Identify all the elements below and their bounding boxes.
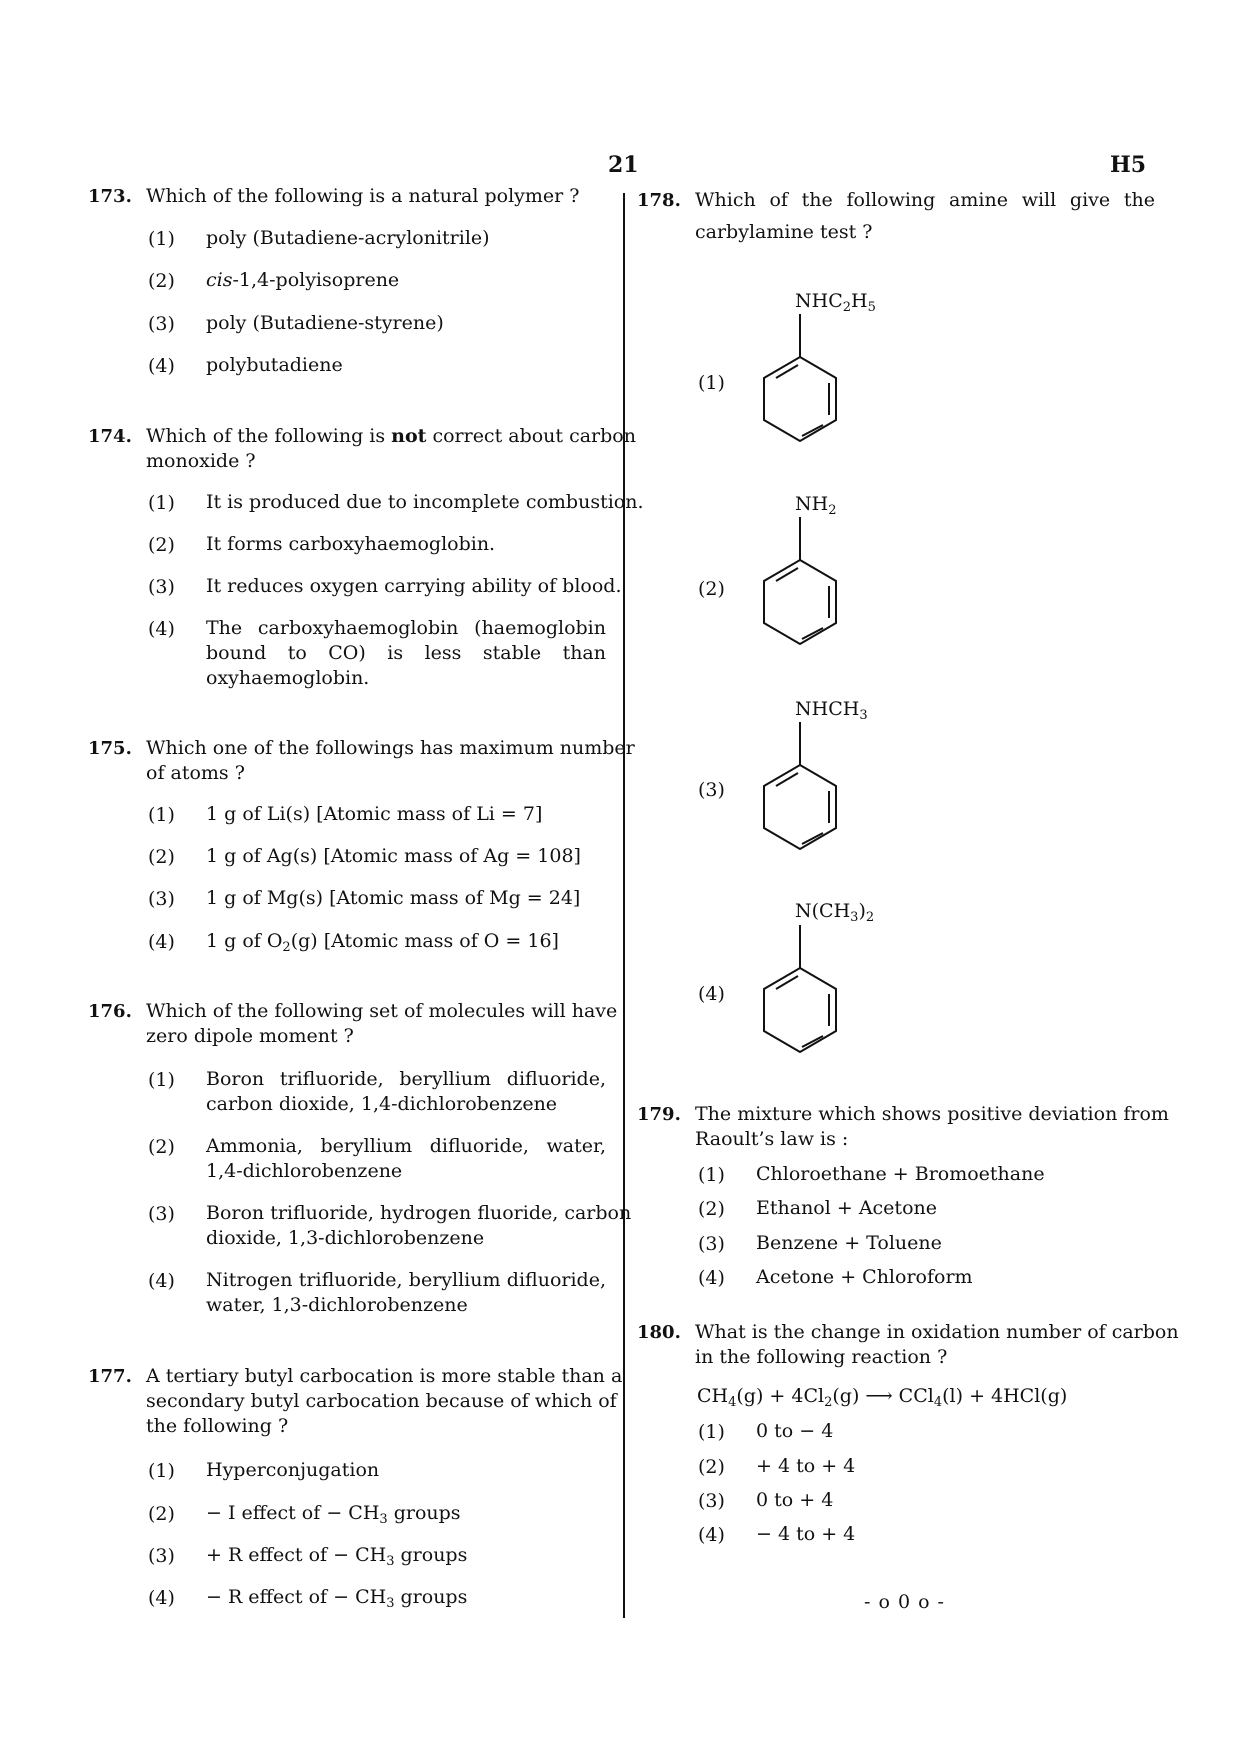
option-text: 1 g of Ag(s) [Atomic mass of Ag = 108] — [206, 845, 581, 867]
question-text: of atoms ? — [146, 762, 245, 784]
substituent-label: $NHC_2H_5$ — [795, 290, 876, 315]
option-number: (3) — [148, 888, 175, 910]
question-number: 178. — [637, 190, 681, 211]
option-text: dioxide, 1,3-dichlorobenzene — [206, 1227, 485, 1249]
option-text: bound to CO) is less stable than — [206, 642, 606, 664]
option-text: Boron trifluoride, beryllium difluoride, — [206, 1068, 606, 1090]
option-number: (2) — [698, 578, 725, 600]
option-number: (4) — [148, 931, 175, 953]
option-text: It reduces oxygen carrying ability of blood. — [206, 575, 622, 597]
option-number: (4) — [148, 618, 175, 640]
question-number: 173. — [88, 186, 132, 207]
option-number: (1) — [698, 372, 725, 394]
option-number: (2) — [148, 534, 175, 556]
option-number: (3) — [698, 1490, 725, 1512]
question-text: Which one of the followings has maximum number — [146, 737, 635, 759]
option-text: 1,4-dichlorobenzene — [206, 1160, 403, 1182]
option-number: (4) — [148, 355, 175, 377]
option-text: − R effect of − $CH_3$ groups — [206, 1586, 468, 1611]
option-text: 0 to − 4 — [756, 1420, 834, 1442]
column-divider — [623, 193, 625, 1618]
question-text: A tertiary butyl carbocation is more stable than a — [146, 1365, 623, 1387]
option-text: It is produced due to incomplete combustion. — [206, 491, 644, 513]
option-text: + 4 to + 4 — [756, 1455, 856, 1477]
option-text: 0 to + 4 — [756, 1489, 834, 1511]
option-number: (4) — [698, 1524, 725, 1546]
option-number: (1) — [698, 1164, 725, 1186]
option-text: water, 1,3-dichlorobenzene — [206, 1294, 468, 1316]
option-number: (2) — [698, 1198, 725, 1220]
option-text: Chloroethane + Bromoethane — [756, 1163, 1045, 1185]
page-number: 21 — [608, 152, 639, 178]
option-text: Benzene + Toluene — [756, 1232, 942, 1254]
question-text: Which of the following is a natural polymer ? — [146, 185, 580, 207]
question-text: Raoult’s law is : — [695, 1128, 849, 1150]
option-number: (3) — [148, 576, 175, 598]
question-number: 176. — [88, 1001, 132, 1022]
option-number: (1) — [148, 492, 175, 514]
option-text: oxyhaemoglobin. — [206, 667, 370, 689]
option-text: 1 g of $O_2(g)$ [Atomic mass of O = 16] — [206, 930, 559, 955]
question-text: secondary butyl carbocation because of which of — [146, 1390, 617, 1412]
substituent-label: $NHCH_3$ — [795, 698, 868, 723]
question-text: in the following reaction ? — [695, 1346, 948, 1368]
question-text: the following ? — [146, 1415, 289, 1437]
option-text: poly (Butadiene-acrylonitrile) — [206, 227, 490, 249]
option-text: − 4 to + 4 — [756, 1523, 856, 1545]
option-number: (3) — [698, 1233, 725, 1255]
question-text: carbylamine test ? — [695, 221, 873, 243]
option-number: (1) — [148, 1460, 175, 1482]
option-number: (3) — [698, 779, 725, 801]
option-text: cis-1,4-polyisoprene — [206, 269, 400, 291]
option-text: Ethanol + Acetone — [756, 1197, 937, 1219]
option-text: Hyperconjugation — [206, 1459, 380, 1481]
option-number: (4) — [698, 1267, 725, 1289]
option-number: (2) — [148, 846, 175, 868]
option-text: Ammonia, beryllium difluoride, water, — [206, 1135, 606, 1157]
question-text: zero dipole moment ? — [146, 1025, 354, 1047]
question-number: 177. — [88, 1366, 132, 1387]
option-number: (3) — [148, 1203, 175, 1225]
option-text: 1 g of Mg(s) [Atomic mass of Mg = 24] — [206, 887, 581, 909]
option-number: (3) — [148, 1545, 175, 1567]
option-number: (3) — [148, 313, 175, 335]
option-text: Nitrogen trifluoride, beryllium difluoride, — [206, 1269, 606, 1291]
question-text: monoxide ? — [146, 450, 256, 472]
question-text: Which of the following set of molecules will have — [146, 1000, 618, 1022]
option-text: poly (Butadiene-styrene) — [206, 312, 444, 334]
question-text: The mixture which shows positive deviation from — [695, 1103, 1169, 1125]
option-text: Acetone + Chloroform — [756, 1266, 973, 1288]
end-of-paper-mark: - o 0 o - — [864, 1591, 945, 1613]
question-number: 180. — [637, 1322, 681, 1343]
set-code: H5 — [1110, 152, 1147, 178]
option-number: (2) — [148, 1136, 175, 1158]
option-number: (4) — [148, 1587, 175, 1609]
option-number: (1) — [698, 1421, 725, 1443]
option-number: (2) — [148, 270, 175, 292]
question-number: 175. — [88, 738, 132, 759]
option-number: (4) — [698, 983, 725, 1005]
question-text: Which of the following amine will give the — [695, 189, 1155, 211]
question-text: What is the change in oxidation number of carbon — [695, 1321, 1179, 1343]
option-text: The carboxyhaemoglobin (haemoglobin — [206, 617, 606, 639]
benzene-ring-icon — [760, 515, 840, 645]
substituent-label: $NH_2$ — [795, 493, 837, 518]
option-number: (1) — [148, 804, 175, 826]
benzene-ring-icon — [760, 312, 840, 442]
option-text: − I effect of − $CH_3$ groups — [206, 1502, 461, 1527]
option-text: 1 g of Li(s) [Atomic mass of Li = 7] — [206, 803, 543, 825]
option-number: (2) — [148, 1503, 175, 1525]
question-number: 174. — [88, 426, 132, 447]
substituent-label: $N(CH_3)_2$ — [795, 900, 875, 925]
option-text: carbon dioxide, 1,4-dichlorobenzene — [206, 1093, 558, 1115]
reaction-equation: $CH_4(g) + 4Cl_2(g)$ ⟶ CCl$_4$(l) + 4HCl(g) — [697, 1385, 1068, 1410]
option-text: Boron trifluoride, hydrogen fluoride, carbon — [206, 1202, 632, 1224]
option-text: polybutadiene — [206, 354, 343, 376]
benzene-ring-icon — [760, 720, 840, 850]
question-number: 179. — [637, 1104, 681, 1125]
option-number: (1) — [148, 228, 175, 250]
option-number: (4) — [148, 1270, 175, 1292]
option-number: (1) — [148, 1069, 175, 1091]
question-text: Which of the following is not correct about carbon — [146, 425, 636, 447]
benzene-ring-icon — [760, 923, 840, 1053]
option-text: It forms carboxyhaemoglobin. — [206, 533, 496, 555]
option-number: (2) — [698, 1456, 725, 1478]
option-text: + R effect of − $CH_3$ groups — [206, 1544, 468, 1569]
